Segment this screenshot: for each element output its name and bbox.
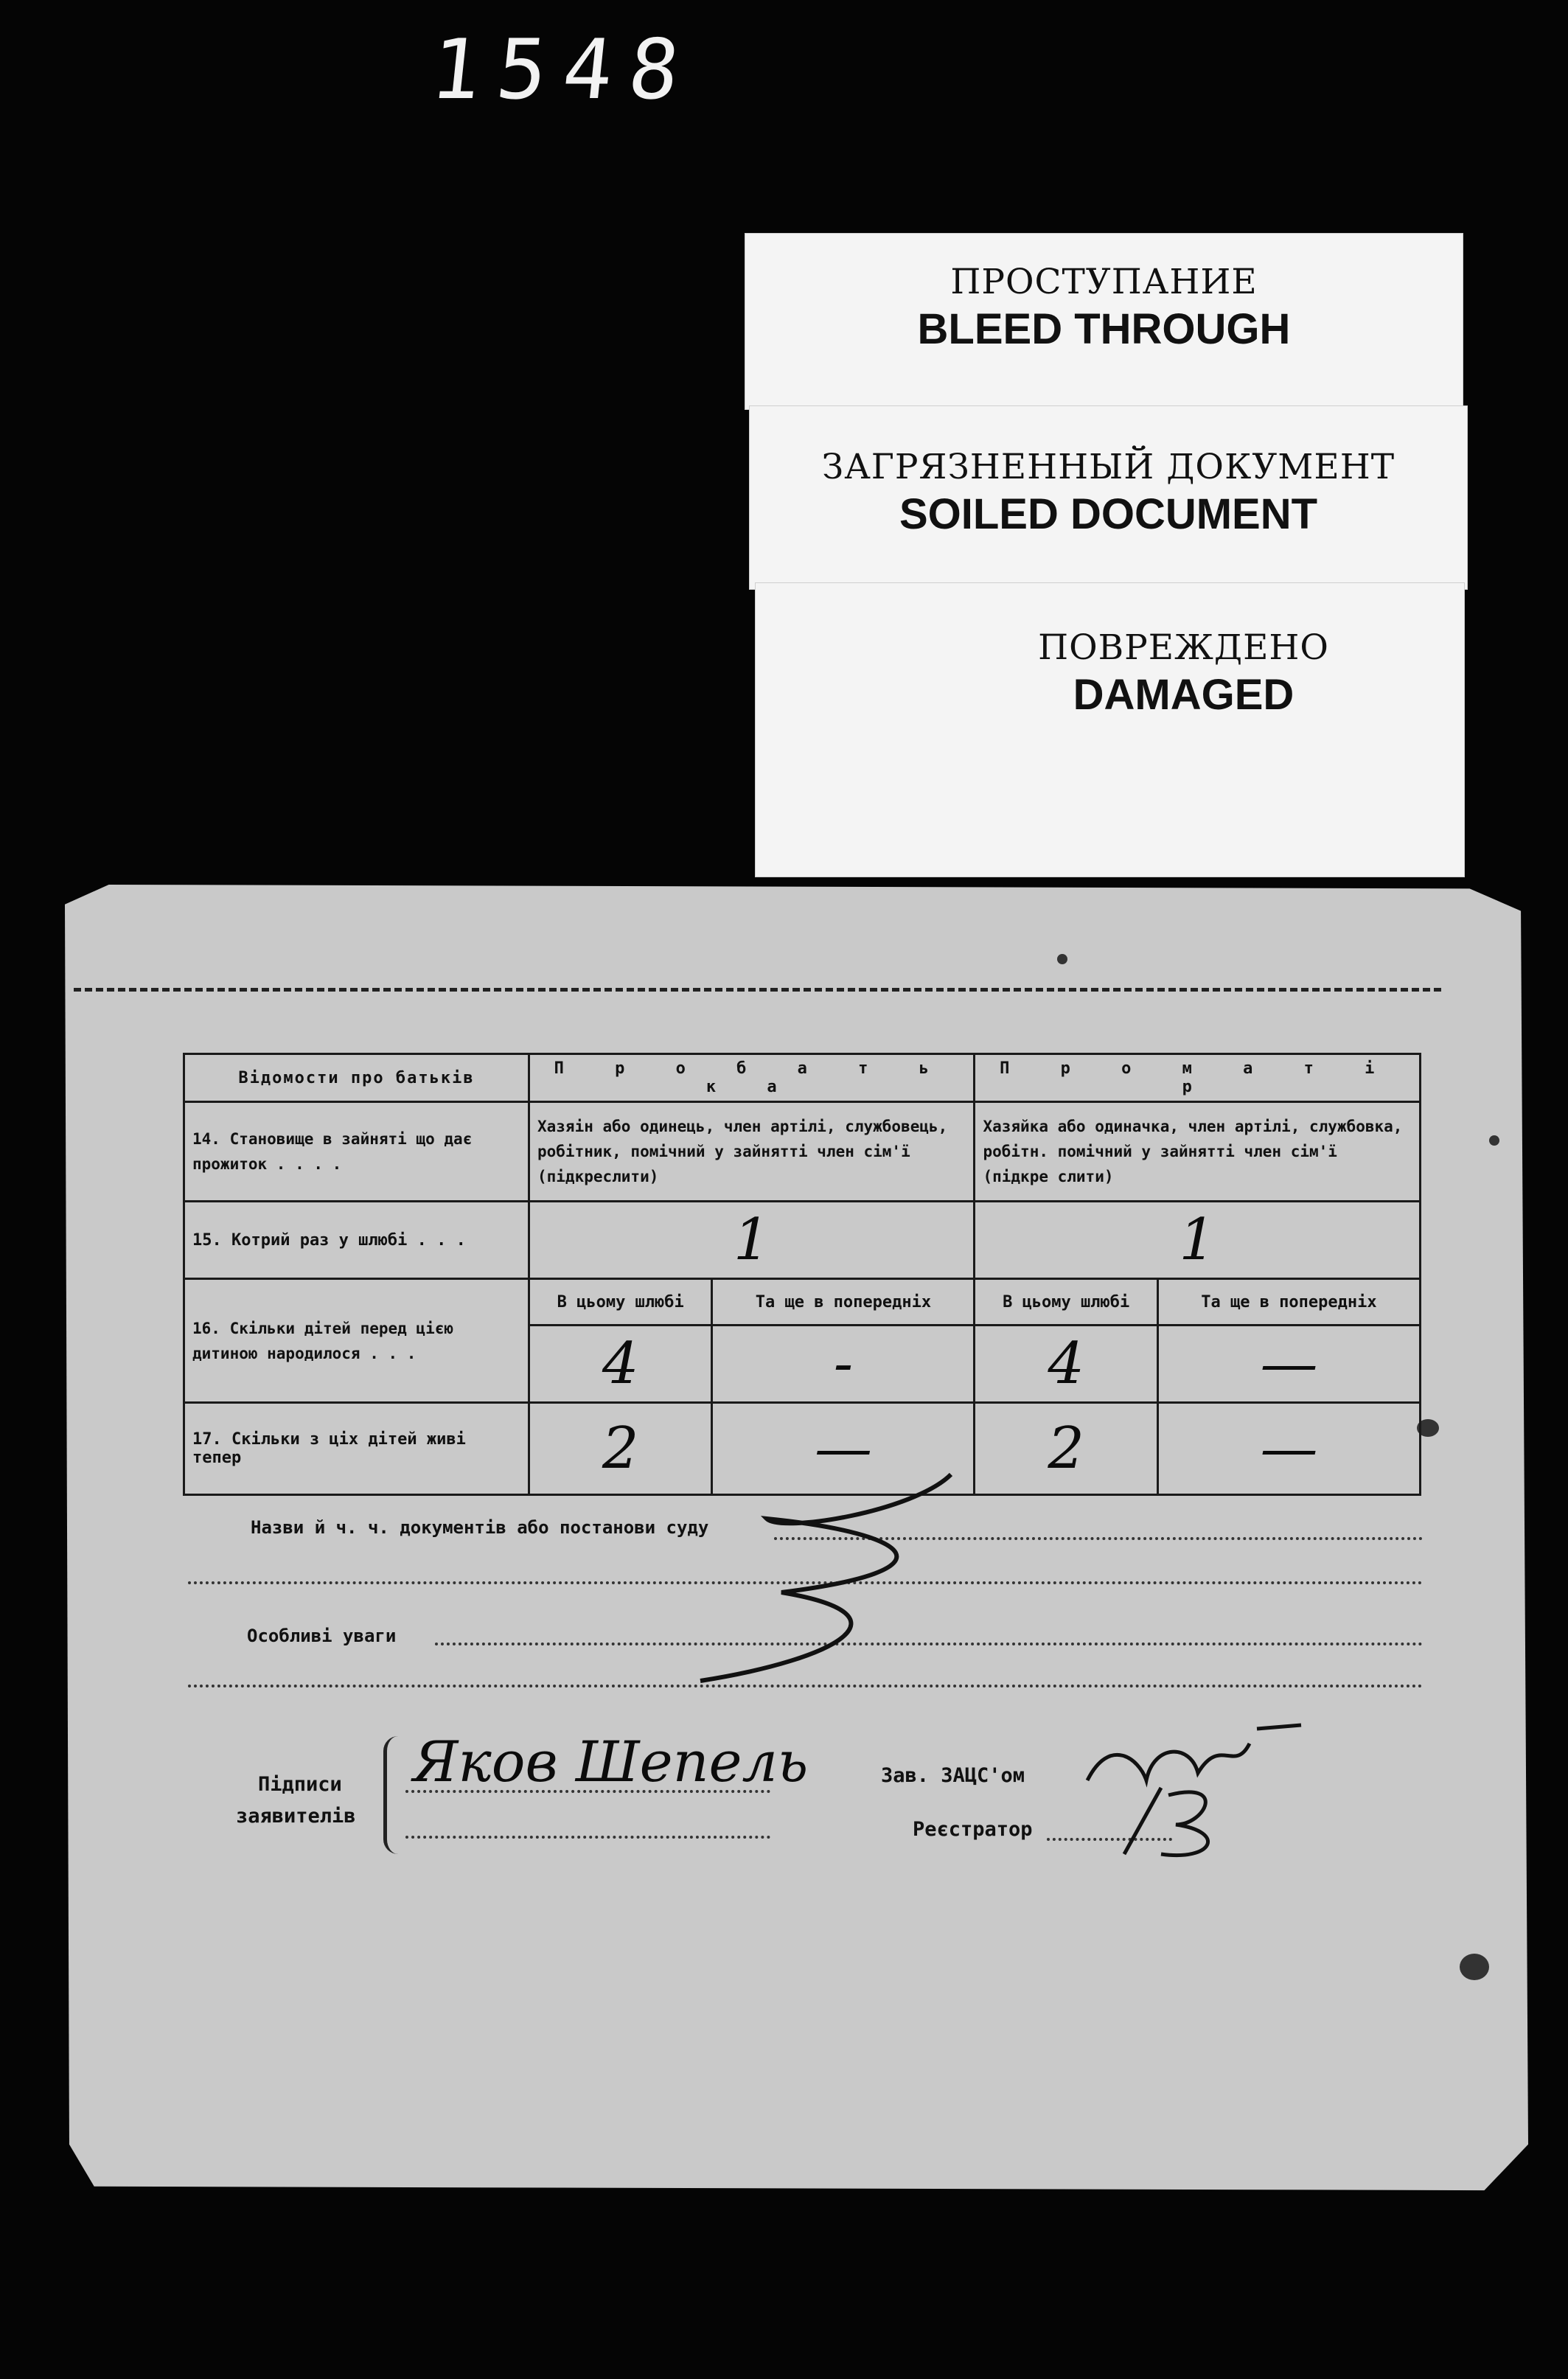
punch-hole [1057, 954, 1067, 964]
header-info: Відомости про батьків [184, 1054, 529, 1102]
row17-father-this: 2 [529, 1403, 712, 1495]
head-label: Зав. ЗАЦС'ом [881, 1764, 1025, 1787]
row15-father: 1 [529, 1202, 975, 1279]
tear-line [74, 988, 1441, 992]
signature-line [405, 1790, 770, 1793]
signature-brace [383, 1736, 403, 1854]
signature-line [405, 1836, 770, 1839]
subheader-previous: Та ще в попередніх [1157, 1279, 1420, 1326]
header-father: П р о б а т ь к а [529, 1054, 975, 1102]
row14-mother: Хазяйка або одиначка, член артілі, службовка, робітн. помічний у зайнятті член сім'ї (підкре слити) [975, 1102, 1421, 1202]
registrar-signature [1080, 1714, 1316, 1861]
label-ru: ПРОСТУПАНИЕ [950, 262, 1258, 302]
subheader-previous: Та ще в попередніх [712, 1279, 975, 1326]
strike-out-mark [693, 1467, 988, 1688]
damaged-label [755, 582, 1465, 877]
row16-father-this: 4 [529, 1326, 712, 1403]
row16-mother-prev: — [1157, 1326, 1420, 1403]
applicant-signature: Яков Шепель [413, 1729, 809, 1794]
frame-number: 1548 [426, 22, 700, 118]
punch-hole [1489, 1135, 1499, 1146]
header-mother: П р о м а т і р [975, 1054, 1421, 1102]
label-en: DAMAGED [1073, 671, 1295, 719]
row17-label: 17. Скільки з ціх дітей живі тепер [184, 1403, 529, 1495]
ink-blot [1460, 1954, 1489, 1980]
row15-mother: 1 [975, 1202, 1421, 1279]
row14-label: 14. Становище в зайняті що дає прожиток . . . . [184, 1102, 529, 1202]
row16-mother-this: 4 [975, 1326, 1157, 1403]
label-ru: ПОВРЕЖДЕНО [1038, 627, 1329, 668]
row17-mother-this: 2 [975, 1403, 1157, 1495]
label-ru: ЗАГРЯЗНЕННЫЙ ДОКУМЕНТ [821, 447, 1395, 487]
row17-mother-prev: — [1157, 1403, 1420, 1495]
row17-father-prev: — [712, 1403, 975, 1495]
bleed-through-label [745, 233, 1463, 410]
documents-label: Назви й ч. ч. документів або постанови суду [251, 1517, 709, 1538]
parents-info-table [183, 1053, 1421, 1496]
label-en: SOILED DOCUMENT [899, 490, 1318, 538]
signatures-label: заявителів [236, 1805, 356, 1828]
signatures-label: Підписи [258, 1773, 342, 1796]
soiled-document-label [749, 405, 1468, 590]
label-en: BLEED THROUGH [917, 305, 1291, 353]
row14-father: Хазяін або одинець, член артілі, службовець, робітник, помічний у зайнятті член сім'ї (підкреслити) [529, 1102, 975, 1202]
remarks-label: Особливі уваги [247, 1626, 397, 1646]
row16-father-prev: - [712, 1326, 975, 1403]
subheader-this-marriage: В цьому шлюбі [975, 1279, 1157, 1326]
row15-label: 15. Котрий раз у шлюбі . . . [184, 1202, 529, 1279]
registrar-label: Реєстратор [913, 1818, 1033, 1841]
row16-label: 16. Скільки дітей перед цією дитиною народилося . . . [184, 1279, 529, 1403]
subheader-this-marriage: В цьому шлюбі [529, 1279, 712, 1326]
